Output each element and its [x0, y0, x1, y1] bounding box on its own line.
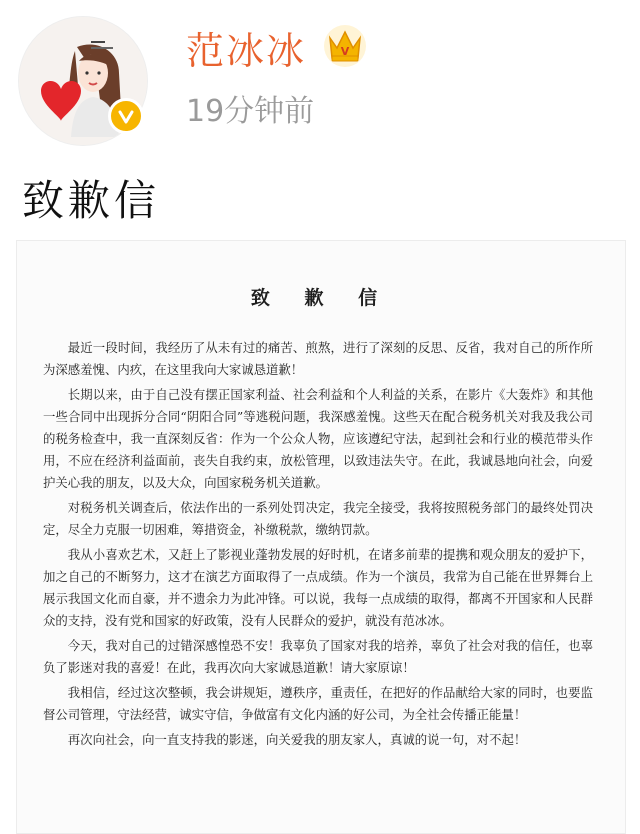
letter-paragraph: 再次向社会，向一直支持我的影迷，向关爱我的朋友家人，真诚的说一句，对不起！ — [67, 732, 527, 747]
letter-title: 致 歉 信 — [250, 287, 392, 309]
post-text: 致歉信 — [22, 176, 161, 225]
verified-badge-icon — [108, 98, 144, 134]
svg-text:V: V — [340, 45, 350, 58]
letter-paragraph: 最近一段时间，我经历了从未有过的痛苦、煎熬，进行了深刻的反思、反省，我对自己的所作所为深感羞愧、内疚，在这里我向大家诚恳道歉！ — [43, 340, 593, 377]
letter-paragraph: 对税务机关调查后，依法作出的一系列处罚决定，我完全接受，我将按照税务部门的最终处罚决定，尽全力克服一切困难，筹措资金，补缴税款，缴纳罚款。 — [43, 500, 593, 537]
letter-paragraph: 长期以来，由于自己没有摆正国家利益、社会利益和个人利益的关系，在影片《大轰炸》和其他一些合同中出现拆分合同“阴阳合同”等逃税问题，我深感羞愧。这些天在配合税务机关对我及我公司的税务检查中，我一直深刻反省：作为一个公众人物，应该遵纪守法，起到社会和行业的模范带头作用，不应在经济利益面前，丧失自我约束，放松管理，以致违法失守。在此，我诚恳地向社会，向爱护关心我的朋友，以及大众，向国家税务机关道歉。 — [43, 387, 593, 490]
apology-letter-image[interactable] — [16, 240, 626, 834]
letter-paragraph: 我从小喜欢艺术，又赶上了影视业蓬勃发展的好时机，在诸多前辈的提携和观众朋友的爱护下，加之自己的不断努力，这才在演艺方面取得了一点成绩。作为一个演员，我常为自己能在世界舞台上展示我国文化而自豪，并不遗余力为此冲锋。可以说，我每一点成绩的取得，都离不开国家和人民群众的支持，没有党和国家的好政策，没有人民群众的爱护，就没有范冰冰。 — [43, 547, 593, 628]
crown-vip-icon[interactable] — [322, 22, 368, 68]
post-header — [0, 0, 640, 150]
letter-paragraph: 今天，我对自己的过错深感惶恐不安！我辜负了国家对我的培养，辜负了社会对我的信任，也辜负了影迷对我的喜爱！在此，我再次向大家诚恳道歉！请大家原谅！ — [43, 638, 593, 675]
post-timestamp: 19分钟前 — [186, 94, 315, 129]
letter-body — [43, 337, 593, 754]
username[interactable]: 范冰冰 — [186, 29, 307, 73]
letter-paragraph: 我相信，经过这次整顿，我会讲规矩，遵秩序，重责任，在把好的作品献给大家的同时，也要监督公司管理，守法经营，诚实守信，争做富有文化内涵的好公司，为全社会传播正能量！ — [43, 685, 593, 722]
